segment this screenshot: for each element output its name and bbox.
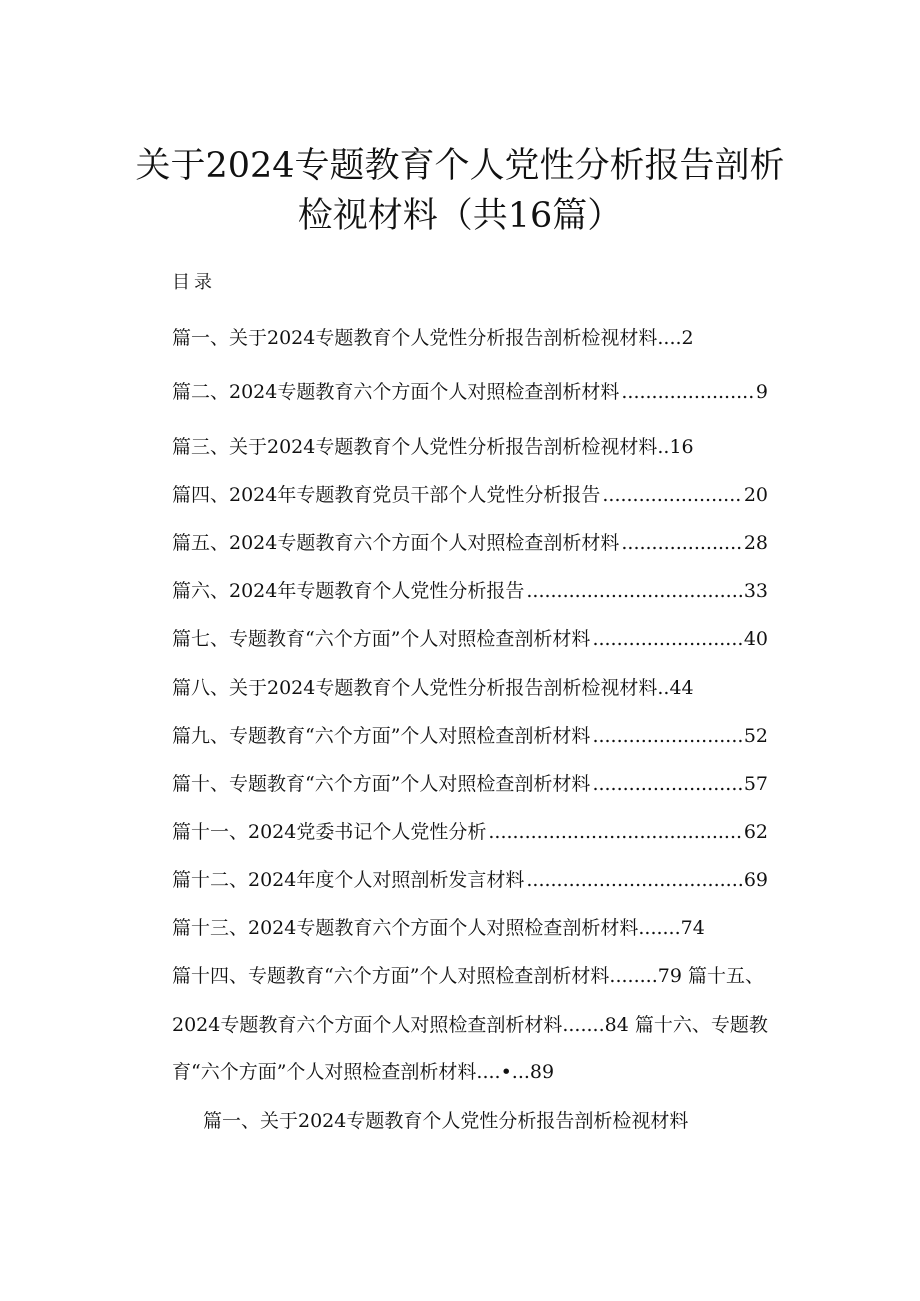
toc-entry[interactable] [172,579,768,603]
toc-entry[interactable] [172,435,694,459]
toc-entry-dots [592,772,741,796]
toc-entry[interactable] [172,627,768,651]
toc-entry[interactable] [172,380,768,404]
toc-entry-title: 篇十三、2024专题教育六个方面个人对照检查剖析材料 [172,917,639,939]
toc-entry[interactable] [172,772,768,796]
toc-wrapped-line[interactable]: 育“六个方面”个人对照检查剖析材料....•...89 [172,1061,555,1083]
toc-entry-leader: .... [657,327,682,349]
toc-entry-title: 篇十、专题教育“六个方面”个人对照检查剖析材料 [172,773,591,795]
document-title-line-1: 关于2024专题教育个人党性分析报告剖析 [135,146,785,186]
toc-entry[interactable] [172,326,694,350]
toc-entry-dots [621,380,754,404]
toc-entry[interactable] [172,676,694,700]
toc-entry-leader: .. [657,677,670,699]
toc-entry[interactable] [172,724,768,748]
toc-entry-page: 9 [755,381,768,403]
toc-entry-title: 篇八、关于2024专题教育个人党性分析报告剖析检视材料 [172,677,658,699]
toc-entry-page: 20 [743,484,768,506]
toc-entry-page: 2 [681,327,694,349]
toc-entry[interactable] [172,868,768,892]
toc-entry-page: 40 [743,628,768,650]
toc-entry-page: 74 [680,917,705,939]
section-heading: 篇一、关于2024专题教育个人党性分析报告剖析检视材料 [203,1110,689,1132]
toc-entry-title: 篇三、关于2024专题教育个人党性分析报告剖析检视材料 [172,436,658,458]
toc-entry-title: 篇十一、2024党委书记个人党性分析 [172,821,487,843]
document-title-line-2: 检视材料（共16篇） [297,196,623,236]
toc-entry-leader: .. [657,436,670,458]
toc-entry-page: 44 [669,677,694,699]
toc-entry-title: 篇七、专题教育“六个方面”个人对照检查剖析材料 [172,628,591,650]
toc-wrapped-line[interactable]: 篇十四、专题教育“六个方面”个人对照检查剖析材料........79 篇十五、 [172,965,764,987]
toc-entry-page: 33 [743,580,768,602]
toc-entry-title: 篇一、关于2024专题教育个人党性分析报告剖析检视材料 [172,327,658,349]
toc-entry-page: 62 [743,821,768,843]
toc-entry-dots [592,627,741,651]
toc-entry-title: 篇六、2024年专题教育个人党性分析报告 [172,580,525,602]
toc-entry-page: 69 [743,869,768,891]
toc-entry-title: 篇四、2024年专题教育党员干部个人党性分析报告 [172,484,601,506]
toc-wrapped-line[interactable]: 2024专题教育六个方面个人对照检查剖析材料.......84 篇十六、专题教 [172,1014,768,1036]
toc-entry-page: 52 [743,725,768,747]
toc-entry[interactable] [172,820,768,844]
toc-entry-title: 篇九、专题教育“六个方面”个人对照检查剖析材料 [172,725,591,747]
toc-entry-dots [621,531,741,555]
toc-entry-page: 16 [669,436,694,458]
toc-entry-leader: ....... [638,917,681,939]
toc-entry-title: 篇十二、2024年度个人对照剖析发言材料 [172,869,525,891]
toc-entry-dots [526,868,741,892]
toc-entry[interactable] [172,916,705,940]
toc-entry[interactable] [172,483,768,507]
toc-entry-title: 篇五、2024专题教育六个方面个人对照检查剖析材料 [172,532,620,554]
toc-entry-title: 篇二、2024专题教育六个方面个人对照检查剖析材料 [172,381,620,403]
toc-entry-dots [488,820,741,844]
toc-entry-page: 57 [743,773,768,795]
toc-entry-dots [526,579,741,603]
toc-entry-page: 28 [743,532,768,554]
toc-entry[interactable] [172,531,768,555]
toc-entry-dots [592,724,741,748]
toc-heading: 目录 [172,272,216,293]
toc-entry-dots [602,483,741,507]
